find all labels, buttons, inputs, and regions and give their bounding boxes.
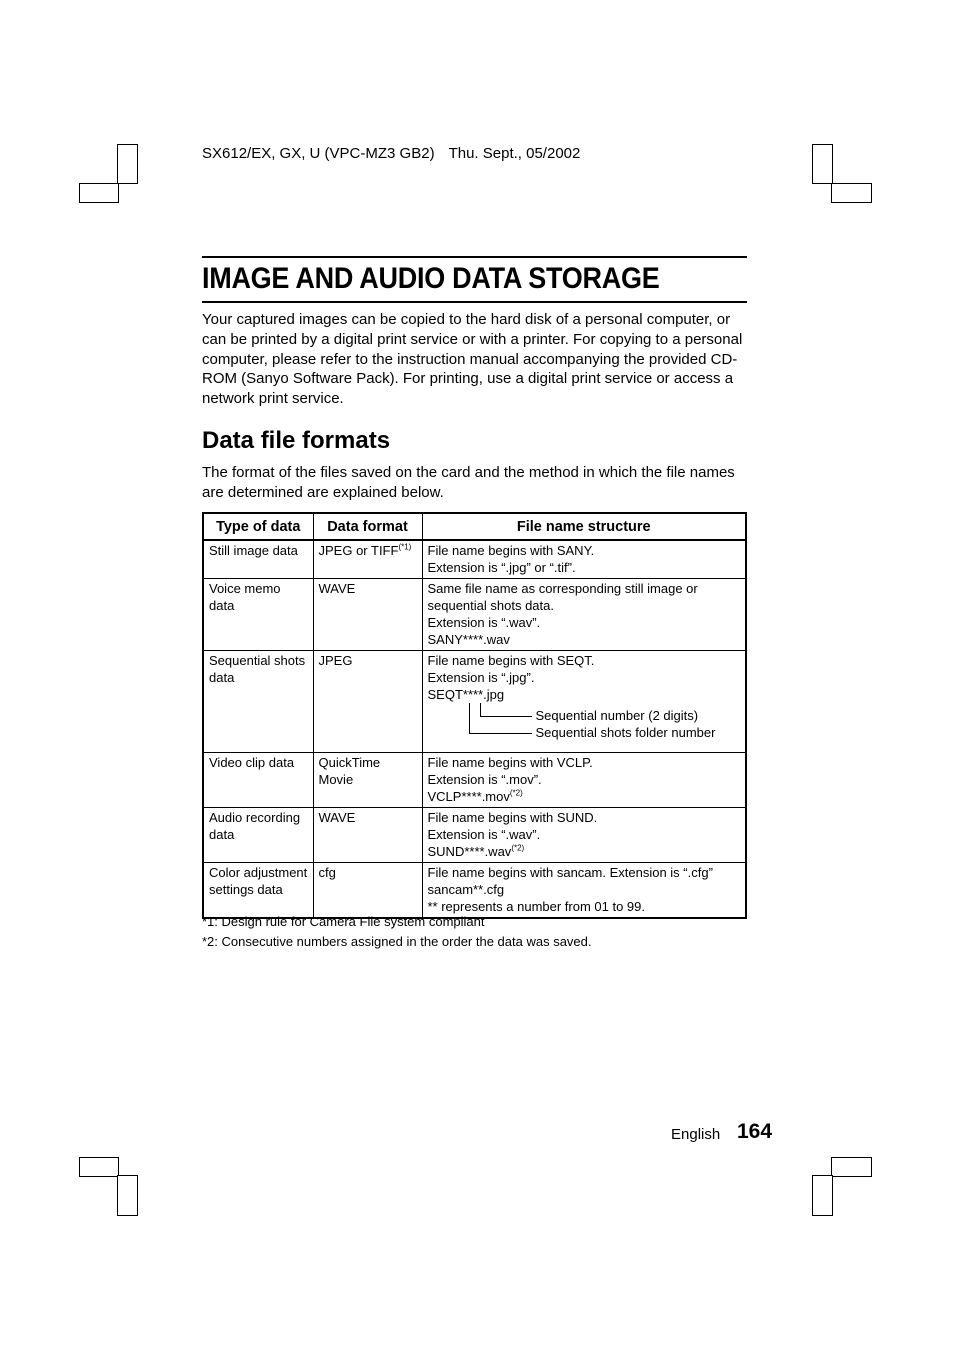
cell-structure: File name begins with SUND. Extension is “.wav”. SUND****.wav$^{(*2)}$ — [422, 808, 746, 863]
crop-mark-top-right-vertical — [812, 144, 833, 184]
header-data-format: Data format — [313, 513, 422, 540]
cell-format: QuickTime Movie — [313, 753, 422, 808]
footer-language: English — [671, 1126, 721, 1143]
diagram-leader-number — [480, 716, 532, 717]
cell-format: JPEG — [313, 651, 422, 753]
cell-format: WAVE — [313, 579, 422, 651]
header-type-of-data: Type of data — [203, 513, 313, 540]
table-header-row — [203, 513, 746, 540]
crop-mark-top-right-horizontal — [831, 183, 872, 203]
page-number: 164 — [737, 1120, 773, 1143]
crop-mark-top-left-horizontal — [79, 183, 119, 203]
crop-mark-bottom-right-horizontal — [831, 1157, 872, 1177]
cell-type: Audio recording data — [203, 808, 313, 863]
document-header — [202, 145, 580, 162]
table-row — [203, 579, 746, 651]
table-row — [203, 753, 746, 808]
crop-mark-bottom-left-horizontal — [79, 1157, 119, 1177]
intro-paragraph: Your captured images can be copied to the hard disk of a personal computer, or can be printed by a digital print service or with a printer. For copying to a personal computer, please refer to the instruction manual accompanying the provided CD-ROM (Sanyo Software Pack). For printing, use a digital print service or access a network print service. — [202, 311, 743, 408]
footnote-1: *1: Design rule for Camera File system compliant — [202, 914, 485, 929]
diagram-leader-folder — [469, 733, 532, 734]
diagram-bracket-number — [480, 703, 481, 716]
cell-format: cfg — [313, 863, 422, 919]
cell-structure: File name begins with sancam. Extension is “.cfg” sancam**.cfg ** represents a number from 01 to 99. — [422, 863, 746, 919]
cell-type: Video clip data — [203, 753, 313, 808]
model-code: SX612/EX, GX, U (VPC-MZ3 GB2) — [202, 145, 435, 162]
table-row — [203, 808, 746, 863]
header-file-name-structure: File name structure — [422, 513, 746, 540]
diagram-label-number: Sequential number (2 digits) — [535, 708, 699, 723]
section-title: Data file formats — [202, 427, 391, 454]
table-row — [203, 540, 746, 579]
cell-structure: File name begins with SANY. Extension is “.jpg” or “.tif”. — [422, 540, 746, 579]
crop-mark-bottom-right-vertical — [812, 1175, 833, 1216]
crop-mark-top-left-vertical — [117, 144, 138, 184]
cell-type: Still image data — [203, 540, 313, 579]
cell-structure: File name begins with VCLP. Extension is “.mov”. VCLP****.mov$^{(*2)}$ — [422, 753, 746, 808]
title-rule-bottom — [202, 301, 747, 303]
sequential-name-diagram — [428, 703, 741, 750]
title-rule-top — [202, 256, 747, 258]
cell-format: JPEG or $TIFF^{(*1)}$ — [313, 540, 422, 579]
table-row — [203, 863, 746, 919]
cell-type: Color adjustment settings data — [203, 863, 313, 919]
footnote-2: *2: Consecutive numbers assigned in the order the data was saved. — [202, 934, 592, 949]
diagram-bracket-folder — [469, 703, 470, 733]
cell-structure: File name begins with SEQT. Extension is “.jpg”. SEQT****.jpg Sequential number (2 digits) Sequential shots folder number — [422, 651, 746, 753]
cell-type: Sequential shots data — [203, 651, 313, 753]
cell-format: WAVE — [313, 808, 422, 863]
page-title: IMAGE AND AUDIO DATA STORAGE — [202, 262, 660, 295]
file-formats-table — [202, 512, 747, 919]
cell-structure: Same file name as corresponding still image or sequential shots data. Extension is “.wav”. SANY****.wav — [422, 579, 746, 651]
crop-mark-bottom-left-vertical — [117, 1175, 138, 1216]
diagram-label-folder: Sequential shots folder number — [535, 725, 716, 740]
table-row — [203, 651, 746, 753]
header-date: Thu. Sept., 05/2002 — [448, 145, 581, 162]
section-intro: The format of the files saved on the card and the method in which the file names are determined are explained below. — [202, 464, 735, 501]
cell-type: Voice memo data — [203, 579, 313, 651]
